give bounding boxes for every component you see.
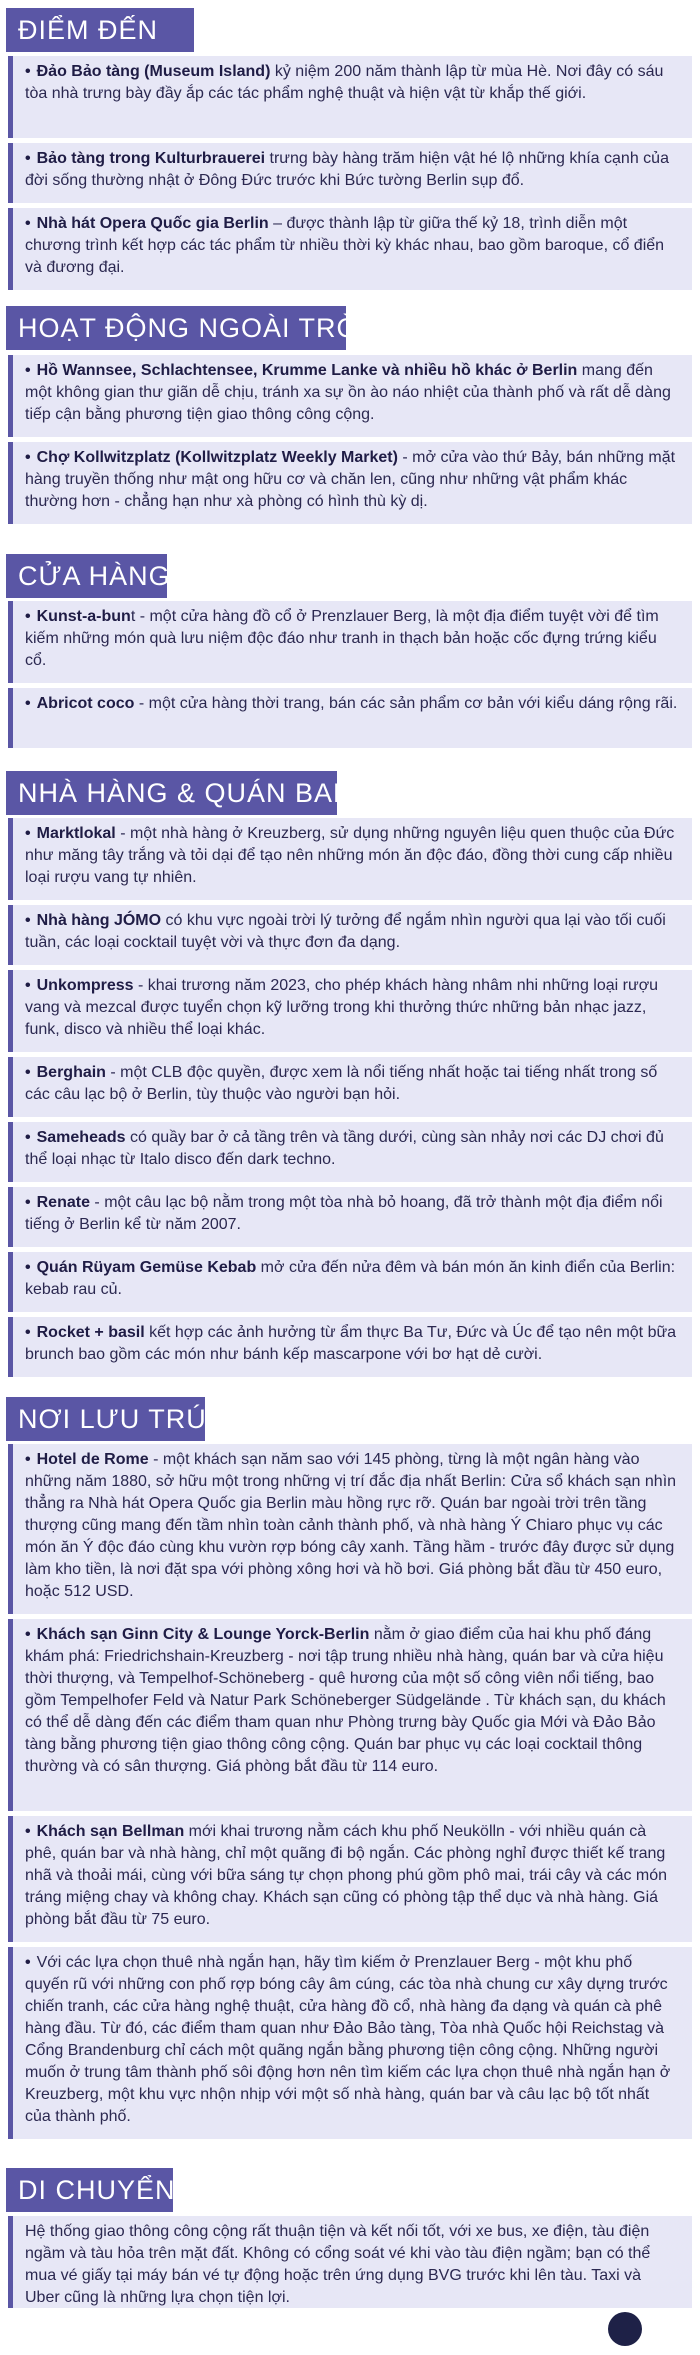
- list-item: [8, 1619, 692, 1811]
- list-item: [8, 56, 692, 138]
- item-name: Hotel de Rome: [36, 1451, 149, 1468]
- item-name: Chợ Kollwitzplatz (Kollwitzplatz Weekly Market): [36, 449, 398, 466]
- item-description: mở cửa đến nửa đêm và bán món ăn kinh điển của Berlin: kebab rau củ.: [25, 1259, 676, 1298]
- item-name: Khách sạn Bellman: [36, 1823, 185, 1840]
- item-description: - khai trương năm 2023, cho phép khách hàng nhâm nhi những loại rượu vang và mezcal được tuyển chọn kỹ lưỡng trong khi thưởng thức những bản nhạc jazz, funk, disco và nhiều thể loại khác.: [25, 977, 659, 1038]
- list-item: [8, 905, 692, 965]
- bullet-icon: •: [25, 63, 31, 80]
- item-name: Abricot coco: [36, 695, 135, 712]
- item-name: Sameheads: [36, 1129, 126, 1146]
- item-description: kết hợp các ảnh hưởng từ ẩm thực Ba Tư, Đức và Úc để tạo nên một bữa brunch bao gồm các món như bánh kếp mascarpone với bơ hạt dẻ cười.: [25, 1324, 677, 1363]
- bullet-icon: •: [25, 1129, 31, 1146]
- list-item: [8, 1947, 692, 2139]
- bullet-icon: •: [25, 608, 31, 625]
- bullet-icon: •: [25, 1823, 31, 1840]
- item-description: t - một cửa hàng đồ cổ ở Prenzlauer Berg, là một địa điểm tuyệt vời để tìm kiếm những món quà lưu niệm độc đáo như tranh in thạch bản hoặc cốc đựng trứng kiểu cổ.: [25, 608, 659, 669]
- bullet-icon: •: [25, 1954, 31, 1971]
- item-description: có khu vực ngoài trời lý tưởng để ngắm nhìn người qua lại vào tối cuối tuần, các loại cocktail tuyệt vời và thực đơn đa dạng.: [25, 912, 666, 951]
- bullet-icon: •: [25, 1626, 31, 1643]
- list-item: [8, 442, 692, 524]
- list-item: [8, 1057, 692, 1117]
- item-name: Rocket + basil: [36, 1324, 145, 1341]
- bullet-icon: •: [25, 1194, 31, 1211]
- item-name: Nhà hàng JÓMO: [36, 912, 162, 929]
- item-name: Hồ Wannsee, Schlachtensee, Krumme Lanke và nhiều hồ khác ở Berlin: [36, 362, 578, 379]
- item-name: Unkompress: [36, 977, 134, 994]
- section-header-restaurants-bars: NHÀ HÀNG & QUÁN BAR: [0, 771, 337, 815]
- item-description: Hệ thống giao thông công cộng rất thuận tiện và kết nối tốt, với xe bus, xe điện, tàu điện ngầm và tàu hỏa trên mặt đất. Không có cổng soát vé khi vào tàu điện ngầm; bạn có thể mua vé giấy tại máy bán vé tự động hoặc trên ứng dụng BVG trước khi lên tàu. Taxi và Uber cũng là những lựa chọn tiện lợi.: [25, 2223, 651, 2306]
- bullet-icon: •: [25, 1259, 31, 1276]
- item-description: – được thành lập từ giữa thế kỷ 18, trình diễn một chương trình kết hợp các tác phẩm từ nhiều thời kỳ khác nhau, bao gồm baroque, cổ điển và đương đại.: [25, 215, 665, 276]
- bullet-icon: •: [25, 1451, 31, 1468]
- item-description: kỷ niệm 200 năm thành lập từ mùa Hè. Nơi đây có sáu tòa nhà trưng bày đầy ắp các tác phẩm nghệ thuật và hiện vật từ khắp thế giới.: [25, 63, 664, 102]
- bullet-icon: •: [25, 1064, 31, 1081]
- item-name: Nhà hát Opera Quốc gia Berlin: [36, 215, 269, 232]
- item-name: Bảo tàng trong Kulturbrauerei: [36, 150, 266, 167]
- item-description: mang đến một không gian thư giãn dễ chịu, tránh xa sự ồn ào náo nhiệt của thành phố và rất dễ dàng tiếp cận bằng phương tiện giao thông công cộng.: [25, 362, 671, 423]
- item-description: - một khách sạn năm sao với 145 phòng, từng là một ngân hàng vào những năm 1880, sở hữu một trong những vị trí đắc địa nhất Berlin: Cửa sổ khách sạn nhìn thẳng ra Nhà hát Opera Quốc gia Berlin màu hồng rực rỡ. Quán bar ngoài trời trên tầng thượng cũng mang đến tầm nhìn toàn cảnh thành phố, và nhà hàng Ý Chiaro phục vụ các món ăn Ý độc đáo cùng khu vườn rợp bóng cây xanh. Tầng hầm - trước đây được sử dụng làm kho tiền, là nơi đặt spa với phòng xông hơi và hồ bơi. Giá phòng bắt đầu từ 450 euro, hoặc 512 USD.: [25, 1451, 677, 1600]
- list-item: [8, 1816, 692, 1942]
- item-name: Renate: [36, 1194, 90, 1211]
- section-header-shops: CỬA HÀNG: [0, 554, 167, 598]
- list-item: [8, 1317, 692, 1377]
- list-item: [8, 143, 692, 203]
- list-item: [8, 818, 692, 900]
- section-header-getting-around: DI CHUYỂN: [0, 2168, 173, 2212]
- list-item: [8, 1444, 692, 1614]
- section-header-outdoor-activities: HOẠT ĐỘNG NGOÀI TRỜI: [0, 306, 346, 350]
- item-description: - một nhà hàng ở Kreuzberg, sử dụng những nguyên liệu quen thuộc của Đức như măng tây trắng và tỏi dại để tạo nên những món ăn độc đáo, đồng thời cung cấp nhiều loại rượu vang tự nhiên.: [25, 825, 675, 886]
- item-description: - một câu lạc bộ nằm trong một tòa nhà bỏ hoang, đã trở thành một địa điểm nổi tiếng ở Berlin kể từ năm 2007.: [25, 1194, 663, 1233]
- bullet-icon: •: [25, 215, 31, 232]
- section-header-accommodation: NƠI LƯU TRÚ: [0, 1397, 205, 1441]
- item-name: Khách sạn Ginn City & Lounge Yorck-Berlin: [36, 1626, 370, 1643]
- page-dot: [608, 2312, 642, 2346]
- item-name: Quán Rüyam Gemüse Kebab: [36, 1259, 257, 1276]
- list-item: [8, 355, 692, 437]
- bullet-icon: •: [25, 977, 31, 994]
- item-name: Marktlokal: [36, 825, 116, 842]
- bullet-icon: •: [25, 449, 31, 466]
- list-item: [8, 1122, 692, 1182]
- list-item: [8, 601, 692, 683]
- item-name: Berghain: [36, 1064, 106, 1081]
- list-item: [8, 688, 692, 748]
- bullet-icon: •: [25, 912, 31, 929]
- list-item: [8, 1187, 692, 1247]
- list-item: [8, 208, 692, 290]
- item-name: Đảo Bảo tàng (Museum Island): [36, 63, 271, 80]
- item-description: mới khai trương nằm cách khu phố Neukölln - với nhiều quán cà phê, quán bar và nhà hàng, chỉ một quãng đi bộ ngắn. Các phòng nghỉ được thiết kế trang nhã và thoải mái, cùng với bữa sáng tự chọn phong phú gồm phô mai, trái cây và các món tráng miệng chay và không chay. Khách sạn cũng có phòng tập thể dục và nhà hàng. Giá phòng bắt đầu từ 75 euro.: [25, 1823, 668, 1928]
- item-description: - một cửa hàng thời trang, bán các sản phẩm cơ bản với kiểu dáng rộng rãi.: [134, 695, 678, 712]
- bullet-icon: •: [25, 150, 31, 167]
- list-item: [8, 970, 692, 1052]
- item-description: nằm ở giao điểm của hai khu phố đáng khám phá: Friedrichshain-Kreuzberg - nơi tập trung nhiều nhà hàng, quán bar và cửa hiệu thời thượng, và Tempelhof-Schöneberg - quê hương của một số công viên nổi tiếng, bao gồm Tempelhofer Feld và Natur Park Schöneberger Südgelände . Từ khách sạn, du khách có thể dễ dàng đến các điểm tham quan như Phòng trưng bày Quốc gia Mới và Đảo Bảo tàng bằng phương tiện giao thông công cộng. Quán bar phục vụ các loại cocktail thông thường và có sân thượng. Giá phòng bắt đầu từ 114 euro.: [25, 1626, 666, 1775]
- bullet-icon: •: [25, 362, 31, 379]
- item-description: - một CLB độc quyền, được xem là nổi tiếng nhất hoặc tai tiếng nhất trong số các câu lạc bộ ở Berlin, tùy thuộc vào người bạn hỏi.: [25, 1064, 658, 1103]
- item-description: - mở cửa vào thứ Bảy, bán những mặt hàng truyền thống như mật ong hữu cơ và chăn len, cũng như những vật phẩm khác thường hơn - chẳng hạn như xà phòng có hình thù kỳ dị.: [25, 449, 676, 510]
- item-description: Với các lựa chọn thuê nhà ngắn hạn, hãy tìm kiếm ở Prenzlauer Berg - một khu phố quyến rũ với những con phố rợp bóng cây âm cúng, các tòa nhà chung cư xây dựng trước chiến tranh, các cửa hàng nghệ thuật, cửa hàng đồ cổ, nhà hàng đa dạng và quán cà phê hàng đầu. Từ đó, các điểm tham quan như Đảo Bảo tàng, Tòa nhà Quốc hội Reichstag và Cổng Brandenburg chỉ cách một quãng ngắn bằng phương tiện công cộng. Những người muốn ở trung tâm thành phố sôi động hơn nên tìm kiếm các lựa chọn thuê nhà ngắn hạn ở Kreuzberg, một khu vực nhộn nhịp với một số nhà hàng, quán bar và câu lạc bộ tốt nhất của thành phố.: [25, 1954, 671, 2125]
- section-header-destinations: ĐIỂM ĐẾN: [0, 8, 194, 52]
- bullet-icon: •: [25, 825, 31, 842]
- list-item: [8, 1252, 692, 1312]
- item-description: có quầy bar ở cả tầng trên và tầng dưới, cùng sàn nhảy nơi các DJ chơi đủ thể loại nhạc từ Italo disco đến dark techno.: [25, 1129, 664, 1168]
- item-description: trưng bày hàng trăm hiện vật hé lộ những khía cạnh của đời sống thường nhật ở Đông Đức trước khi Bức tường Berlin sụp đổ.: [25, 150, 669, 189]
- list-item: [8, 2216, 692, 2308]
- bullet-icon: •: [25, 695, 31, 712]
- bullet-icon: •: [25, 1324, 31, 1341]
- item-name: Kunst-a-bun: [36, 608, 131, 625]
